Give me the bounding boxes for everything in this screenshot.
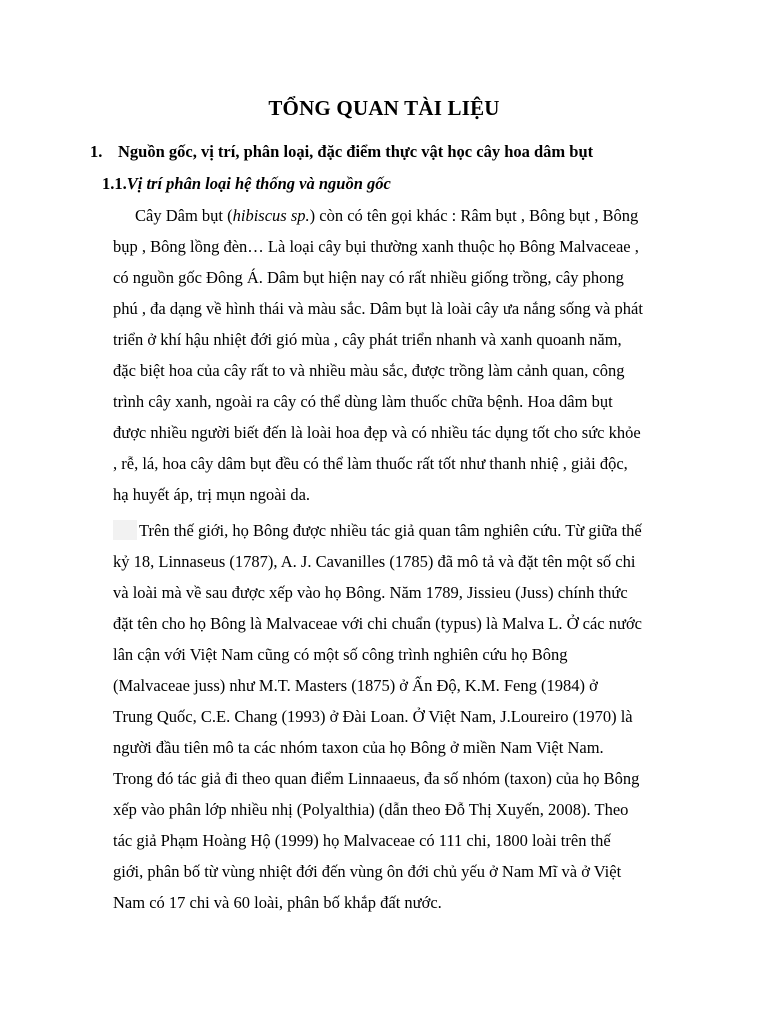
paragraph-2-line: [113, 515, 678, 546]
paragraph-2-line: người đầu tiên mô ta các nhóm taxon của họ Bông ở miền Nam Việt Nam.: [113, 738, 604, 757]
section-1-1-heading: [102, 174, 391, 194]
indent-highlight: [113, 520, 137, 540]
paragraph-1-text: Cây Dâm bụt (: [135, 206, 233, 225]
paragraph-2-line: giới, phân bố từ vùng nhiệt đới đến vùng ôn đới chủ yếu ở Nam Mĩ và ở Việt: [113, 862, 622, 881]
paragraph-1-text: ) còn có tên gọi khác : Râm bụt , Bông bụt , Bông: [309, 206, 639, 225]
paragraph-1-line: trình cây xanh, ngoài ra cây có thể dùng làm thuốc chữa bệnh. Hoa dâm bụt: [113, 392, 613, 411]
paragraph-2-line: đặt tên cho họ Bông là Malvaceae với chi chuẩn (typus) là Malva L. Ở các nước: [113, 614, 642, 633]
paragraph-1-line: hạ huyết áp, trị mụn ngoài da.: [113, 485, 311, 504]
paragraph-2-text: Trên thế giới, họ Bông được nhiều tác giả quan tâm nghiên cứu. Từ giữa thế: [139, 521, 642, 540]
section-1-1-heading-text: Vị trí phân loại hệ thống và nguồn gốc: [126, 174, 391, 193]
section-1-1-number: 1.1.: [102, 174, 127, 193]
paragraph-1-line: , rễ, lá, hoa cây dâm bụt đều có thể làm thuốc rất tốt như thanh nhiệ , giải độc,: [113, 454, 628, 473]
paragraph-1-line: có nguồn gốc Đông Á. Dâm bụt hiện nay có rất nhiều giống trồng, cây phong: [113, 268, 624, 287]
paragraph-2-line: Trong đó tác giả đi theo quan điểm Linnaaeus, đa số nhóm (taxon) của họ Bông: [113, 769, 640, 788]
paragraph-2-line: kỷ 18, Linnaseus (1787), A. J. Cavanilles (1785) đã mô tả và đặt tên một số chi: [113, 552, 636, 571]
section-1-heading: [90, 142, 593, 162]
paragraph-2-line: lân cận với Việt Nam cũng có một số công trình nghiên cứu họ Bông: [113, 645, 568, 664]
paragraph-1-line: phú , đa dạng về hình thái và màu sắc. Dâm bụt là loài cây ưa nắng sống và phát: [113, 299, 643, 318]
paragraph-1-line: [113, 200, 678, 231]
section-1-number: 1.: [90, 142, 103, 161]
paragraph-2-line: và loài mà về sau được xếp vào họ Bông. Năm 1789, Jissieu (Juss) chính thức: [113, 583, 628, 602]
paragraph-2-line: Nam có 17 chi và 60 loài, phân bố khắp đất nước.: [113, 893, 442, 912]
paragraph-1-line: bụp , Bông lồng đèn… Là loại cây bụi thường xanh thuộc họ Bông Malvaceae ,: [113, 237, 639, 256]
species-name: hibiscus sp.: [232, 206, 310, 225]
paragraph-2: [113, 515, 678, 918]
paragraph-1-line: đặc biệt hoa của cây rất to và nhiều màu sắc, được trồng làm cảnh quan, công: [113, 361, 625, 380]
paragraph-1: [113, 200, 678, 510]
document-title: TỔNG QUAN TÀI LIỆU: [268, 96, 500, 120]
paragraph-1-line: được nhiều người biết đến là loài hoa đẹp và có nhiều tác dụng tốt cho sức khỏe: [113, 423, 641, 442]
paragraph-2-line: (Malvaceae juss) như M.T. Masters (1875) ở Ấn Độ, K.M. Feng (1984) ở: [113, 676, 598, 695]
paragraph-2-line: Trung Quốc, C.E. Chang (1993) ở Đài Loan. Ở Việt Nam, J.Loureiro (1970) là: [113, 707, 633, 726]
section-1-heading-text: Nguồn gốc, vị trí, phân loại, đặc điểm thực vật học cây hoa dâm bụt: [118, 142, 594, 161]
paragraph-1-line: triển ở khí hậu nhiệt đới gió mùa , cây phát triển nhanh và xanh quoanh năm,: [113, 330, 622, 349]
paragraph-2-line: xếp vào phân lớp nhiều nhị (Polyalthia) (dẫn theo Đỗ Thị Xuyến, 2008). Theo: [113, 800, 629, 819]
paragraph-2-line: tác giả Phạm Hoàng Hộ (1999) họ Malvaceae có 111 chi, 1800 loài trên thế: [113, 831, 611, 850]
